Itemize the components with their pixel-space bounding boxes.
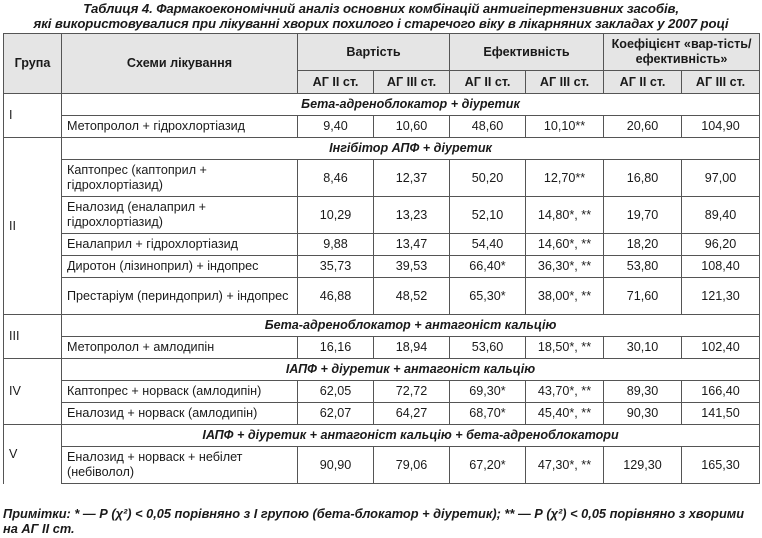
header-ratio-ag3: АГ ІІІ ст. — [682, 71, 760, 94]
group-section-row — [4, 315, 760, 337]
table-row — [4, 116, 760, 138]
cost-ag3-cell: 39,53 — [374, 256, 450, 278]
table-notes: Примітки: * — Р (χ²) < 0,05 порівняно з І групою (бета-блокатор + діуретик); ** — Р (χ²) < 0,05 порівняно з хворими на АГ ІІ ст. — [3, 506, 745, 536]
group-id: V — [4, 425, 62, 484]
scheme-cell: Еналаприл + гідрохлортіазид — [62, 234, 298, 256]
table-caption — [0, 1, 762, 31]
cost-ag3-cell: 18,94 — [374, 337, 450, 359]
cost-ag3-cell: 12,37 — [374, 160, 450, 197]
cost-ag3-cell: 79,06 — [374, 447, 450, 484]
group-title: Бета-адреноблокатор + діуретик — [62, 94, 760, 116]
scheme-cell: Метопролол + амлодипін — [62, 337, 298, 359]
eff-ag2-cell: 67,20* — [450, 447, 526, 484]
eff-ag2-cell: 53,60 — [450, 337, 526, 359]
header-effectiveness: Ефективність — [450, 34, 604, 71]
table-row — [4, 381, 760, 403]
caption-line-2: які використовувалися при лікуванні хворих похилого і старечого віку в лікарняних закладах у 2007 році — [33, 16, 729, 31]
header-cost-ag3: АГ ІІІ ст. — [374, 71, 450, 94]
cost-ag2-cell: 62,05 — [298, 381, 374, 403]
table-row — [4, 337, 760, 359]
ratio-ag3-cell: 165,30 — [682, 447, 760, 484]
ratio-ag2-cell: 16,80 — [604, 160, 682, 197]
cost-ag3-cell: 10,60 — [374, 116, 450, 138]
cost-ag3-cell: 13,23 — [374, 197, 450, 234]
ratio-ag2-cell: 53,80 — [604, 256, 682, 278]
group-title: ІАПФ + діуретик + антагоніст кальцію — [62, 359, 760, 381]
ratio-ag3-cell: 102,40 — [682, 337, 760, 359]
group-section-row — [4, 359, 760, 381]
cost-ag2-cell: 8,46 — [298, 160, 374, 197]
header-eff-ag3: АГ ІІІ ст. — [526, 71, 604, 94]
scheme-cell: Еналозид + норваск + небілет (небіволол) — [62, 447, 298, 484]
ratio-ag3-cell: 141,50 — [682, 403, 760, 425]
eff-ag2-cell: 66,40* — [450, 256, 526, 278]
header-scheme: Схеми лікування — [62, 34, 298, 94]
eff-ag2-cell: 52,10 — [450, 197, 526, 234]
cost-ag3-cell: 48,52 — [374, 278, 450, 315]
eff-ag3-cell: 43,70*, ** — [526, 381, 604, 403]
scheme-cell: Метопролол + гідрохлортіазид — [62, 116, 298, 138]
header-ratio: Коефіцієнт «вар-тість/ефективність» — [604, 34, 760, 71]
ratio-ag2-cell: 89,30 — [604, 381, 682, 403]
cost-ag2-cell: 9,40 — [298, 116, 374, 138]
group-title: Бета-адреноблокатор + антагоніст кальцію — [62, 315, 760, 337]
ratio-ag3-cell: 89,40 — [682, 197, 760, 234]
ratio-ag2-cell: 19,70 — [604, 197, 682, 234]
eff-ag3-cell: 14,60*, ** — [526, 234, 604, 256]
table-row — [4, 197, 760, 234]
group-id: ІІІ — [4, 315, 62, 359]
group-title: ІАПФ + діуретик + антагоніст кальцію + бета-адреноблокатори — [62, 425, 760, 447]
eff-ag3-cell: 36,30*, ** — [526, 256, 604, 278]
group-id: І — [4, 94, 62, 138]
header-group: Група — [4, 34, 62, 94]
table-row — [4, 403, 760, 425]
cost-ag2-cell: 62,07 — [298, 403, 374, 425]
caption-line-1: Таблиця 4. Фармакоекономічний аналіз основних комбінацій антигіпертензивних засобів, — [83, 1, 679, 16]
eff-ag2-cell: 68,70* — [450, 403, 526, 425]
scheme-cell: Престаріум (периндоприл) + індопрес — [62, 278, 298, 315]
header-cost: Вартість — [298, 34, 450, 71]
cost-ag2-cell: 46,88 — [298, 278, 374, 315]
cost-ag2-cell: 9,88 — [298, 234, 374, 256]
eff-ag3-cell: 45,40*, ** — [526, 403, 604, 425]
ratio-ag2-cell: 129,30 — [604, 447, 682, 484]
scheme-cell: Еналозид + норваск (амлодипін) — [62, 403, 298, 425]
ratio-ag2-cell: 18,20 — [604, 234, 682, 256]
group-id: ІV — [4, 359, 62, 425]
eff-ag2-cell: 48,60 — [450, 116, 526, 138]
cost-ag2-cell: 16,16 — [298, 337, 374, 359]
cost-ag3-cell: 13,47 — [374, 234, 450, 256]
header-cost-ag2: АГ ІІ ст. — [298, 71, 374, 94]
header-eff-ag2: АГ ІІ ст. — [450, 71, 526, 94]
ratio-ag3-cell: 166,40 — [682, 381, 760, 403]
group-section-row — [4, 94, 760, 116]
ratio-ag2-cell: 30,10 — [604, 337, 682, 359]
ratio-ag2-cell: 90,30 — [604, 403, 682, 425]
cost-ag3-cell: 64,27 — [374, 403, 450, 425]
eff-ag3-cell: 10,10** — [526, 116, 604, 138]
eff-ag2-cell: 69,30* — [450, 381, 526, 403]
table-row — [4, 160, 760, 197]
ratio-ag2-cell: 20,60 — [604, 116, 682, 138]
ratio-ag3-cell: 96,20 — [682, 234, 760, 256]
eff-ag3-cell: 18,50*, ** — [526, 337, 604, 359]
cost-ag2-cell: 10,29 — [298, 197, 374, 234]
eff-ag3-cell: 38,00*, ** — [526, 278, 604, 315]
cost-ag3-cell: 72,72 — [374, 381, 450, 403]
eff-ag2-cell: 50,20 — [450, 160, 526, 197]
cost-ag2-cell: 35,73 — [298, 256, 374, 278]
header-row-1 — [4, 34, 760, 71]
scheme-cell: Каптопрес + норваск (амлодипін) — [62, 381, 298, 403]
eff-ag2-cell: 65,30* — [450, 278, 526, 315]
pharmacoeconomic-table — [3, 33, 760, 484]
eff-ag2-cell: 54,40 — [450, 234, 526, 256]
ratio-ag2-cell: 71,60 — [604, 278, 682, 315]
group-section-row — [4, 425, 760, 447]
scheme-cell: Еналозид (еналаприл + гідрохлортіазид) — [62, 197, 298, 234]
header-ratio-ag2: АГ ІІ ст. — [604, 71, 682, 94]
ratio-ag3-cell: 104,90 — [682, 116, 760, 138]
eff-ag3-cell: 14,80*, ** — [526, 197, 604, 234]
eff-ag3-cell: 12,70** — [526, 160, 604, 197]
table-row — [4, 278, 760, 315]
ratio-ag3-cell: 108,40 — [682, 256, 760, 278]
group-section-row — [4, 138, 760, 160]
table-row — [4, 447, 760, 484]
table-row — [4, 256, 760, 278]
group-id: ІІ — [4, 138, 62, 315]
eff-ag3-cell: 47,30*, ** — [526, 447, 604, 484]
ratio-ag3-cell: 121,30 — [682, 278, 760, 315]
table-row — [4, 234, 760, 256]
cost-ag2-cell: 90,90 — [298, 447, 374, 484]
scheme-cell: Диротон (лізиноприл) + індопрес — [62, 256, 298, 278]
ratio-ag3-cell: 97,00 — [682, 160, 760, 197]
group-title: Інгібітор АПФ + діуретик — [62, 138, 760, 160]
scheme-cell: Каптопрес (каптоприл + гідрохлортіазид) — [62, 160, 298, 197]
